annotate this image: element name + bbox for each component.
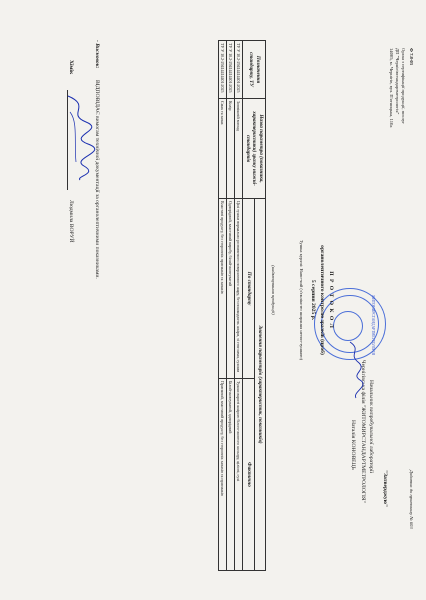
row-name: Колір (227, 99, 235, 199)
header-name: Назва параметра (показника, характеристики) зразку нижні-стандартів (243, 99, 266, 199)
lab-org-name: Чернігівська філія "ЖИТОМИРСТАНДАРТМЕТРОЛОГІЯ" (360, 360, 366, 503)
annex-reference: Додаток до протоколу № 603 (409, 470, 414, 529)
conclusion-text: ВІДПОВІДАЄ вимогам технічної документації за органолептичними показниками. (94, 80, 100, 279)
row-fact: Приємний, властивий продукту, без сторонніх запахів та присмаків (219, 379, 227, 571)
performer-signature-icon (62, 92, 96, 182)
header-fact: Фактично (243, 379, 254, 571)
protocol-table (219, 40, 267, 571)
head-signature-icon (346, 340, 364, 400)
stamp-center-ring (333, 311, 363, 341)
approve-label: "Затверджую" (382, 470, 388, 508)
row-norm: Властиві продукту, без сторонніх присмаків та запахів (219, 199, 227, 379)
table-row (235, 41, 243, 571)
table-row (219, 41, 227, 571)
form-code: Ф 7.8-03 (409, 48, 414, 65)
header-ts: Позначення стандарту, ТУ (243, 41, 266, 99)
row-fact: Тушки вкриті шкірою білого-жовтого кольору, цілісні, сухі (235, 379, 243, 571)
protocol-subtitle: органолептичного контролю зразків (проб) (319, 245, 325, 355)
conclusion-label: - Висновок: (94, 40, 100, 69)
protocol-title: П Р О Т О К О Л (328, 271, 334, 329)
header-values: Значення параметрів (характеристик, показників) (254, 199, 265, 571)
row-name: Зовнішній вигляд (235, 99, 243, 199)
org-header-line-3: 14005, м. Чернігів, вул. П'ятницька, 110а (389, 48, 394, 128)
protocol-date: 5 серпня 2025 р. (310, 279, 316, 321)
row-ts: ТУ У 10.2-29414414401:2025 (235, 41, 243, 99)
lab-head-title: Начальник випробувальної лабораторії (368, 380, 374, 474)
head-signer-name: Наталія КОНОВЕЦЬ (350, 420, 356, 470)
org-header-line-2: ДП "Чернігівстандартметрологія" (395, 48, 400, 115)
performer-label: Хімік (68, 60, 74, 75)
table-row (227, 41, 235, 571)
performer-name: Людмила ВОРУЙ (68, 200, 74, 243)
row-norm: Цілі тушки нормально розвиненого поверхневого шару, без пошкоджень шкіри, зі стиглими, сухими (235, 199, 243, 379)
row-name: Смак та запах (219, 99, 227, 199)
row-norm: Однорідний, властивий виробу, білий-жовтуватий (227, 199, 235, 379)
product-line: Тушка курячі: Напо-чий (з'ємлікстю ширяння нетоп-тушкою) (299, 239, 304, 361)
stamp-text: ЖИТОМИРСТАНДАРТМЕТРОЛОГІЯ (371, 295, 375, 355)
org-header-line-1: Орган з сертифікації продукції, послуг (401, 48, 406, 125)
table-header-row (254, 41, 265, 571)
header-norm: По стандарту (243, 199, 254, 379)
row-ts: ТУ У 10.2-29414414401:2025 (227, 41, 235, 99)
row-ts: ТУ У 10.2-29414414401:2025 (219, 41, 227, 99)
product-name-note: (найменування продукції) (271, 265, 276, 315)
row-fact: Білий-жовтуватий, однорідний (227, 379, 235, 571)
